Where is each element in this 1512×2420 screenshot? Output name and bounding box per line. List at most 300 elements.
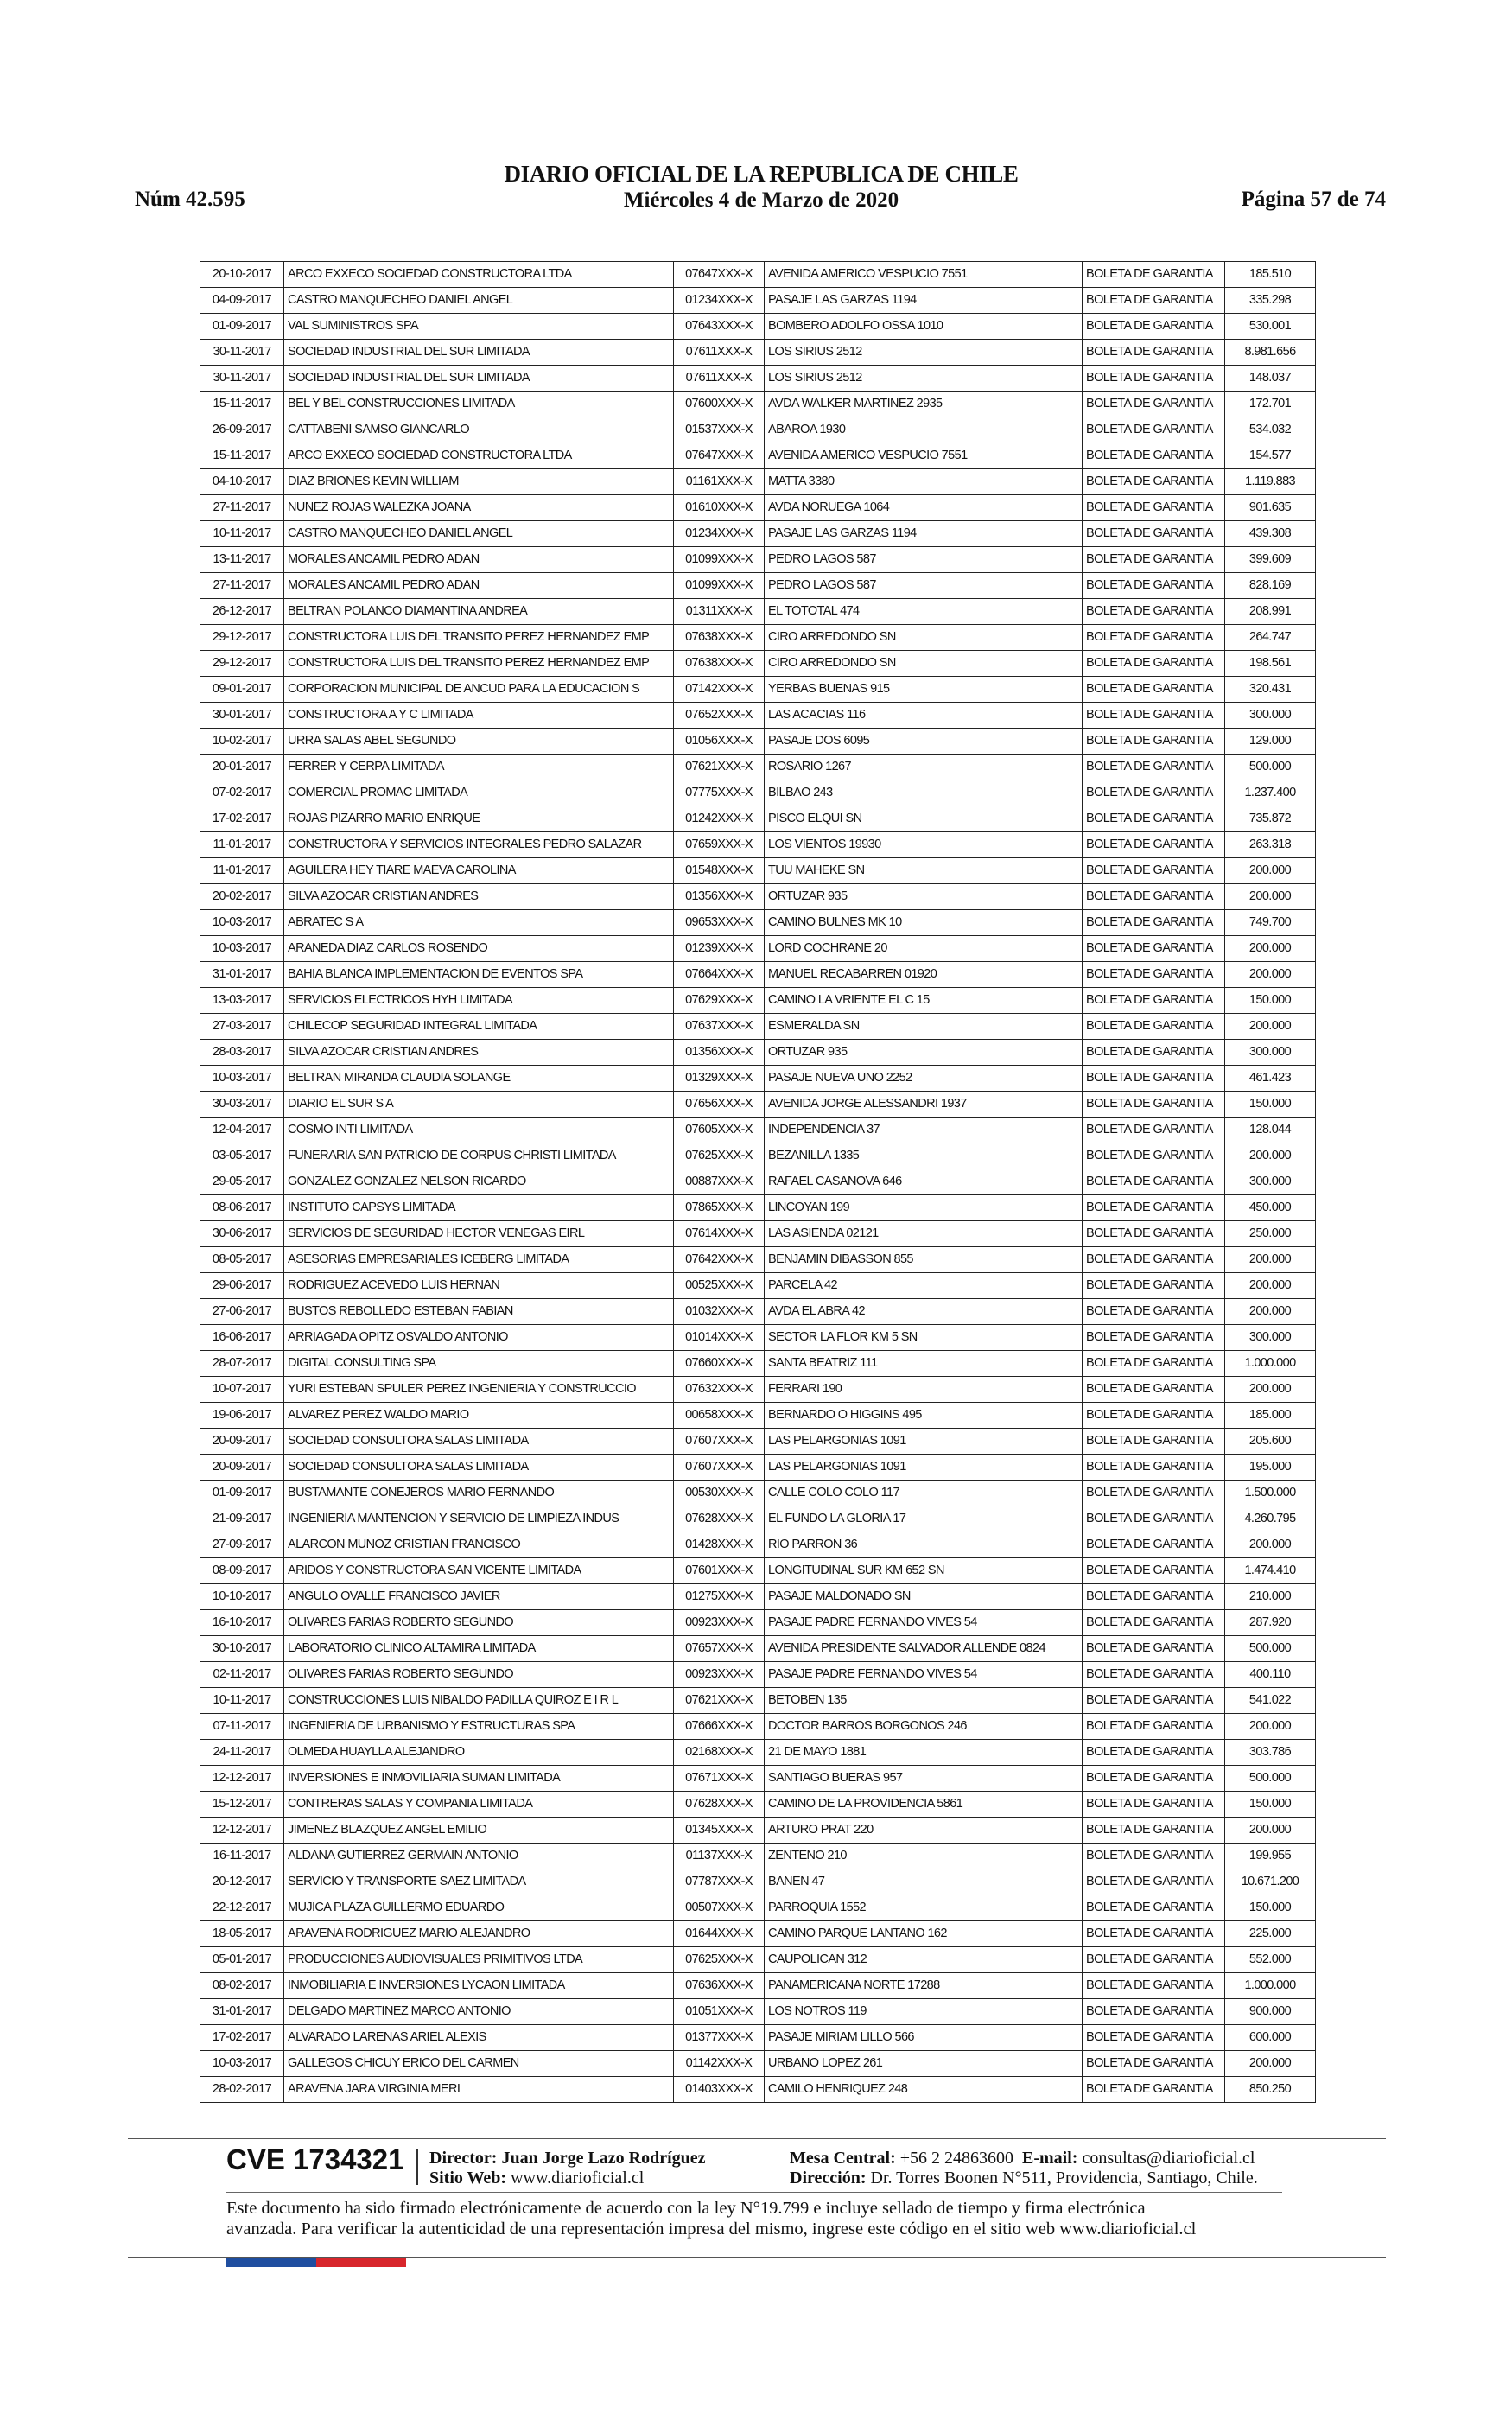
cell-amount: 225.000 bbox=[1225, 1921, 1316, 1947]
cell-amount: 154.577 bbox=[1225, 443, 1316, 469]
table-row bbox=[200, 1792, 1316, 1818]
table-row bbox=[200, 1558, 1316, 1584]
cell-amount: 150.000 bbox=[1225, 988, 1316, 1014]
cell-name: BELTRAN MIRANDA CLAUDIA SOLANGE bbox=[284, 1066, 674, 1092]
cell-instrument: BOLETA DE GARANTIA bbox=[1083, 366, 1225, 392]
cell-address: PANAMERICANA NORTE 17288 bbox=[765, 1973, 1083, 1999]
table-row bbox=[200, 1999, 1316, 2025]
cell-address: INDEPENDENCIA 37 bbox=[765, 1118, 1083, 1143]
cell-instrument: BOLETA DE GARANTIA bbox=[1083, 884, 1225, 910]
cell-amount: 200.000 bbox=[1225, 1299, 1316, 1325]
cell-amount: 263.318 bbox=[1225, 832, 1316, 858]
cell-name: CONSTRUCTORA Y SERVICIOS INTEGRALES PEDRO SALAZAR bbox=[284, 832, 674, 858]
table-row bbox=[200, 1351, 1316, 1377]
cell-address: CIRO ARREDONDO SN bbox=[765, 651, 1083, 677]
cell-rut: 01403XXX-X bbox=[674, 2077, 765, 2103]
table-row bbox=[200, 1818, 1316, 1844]
cell-date: 17-02-2017 bbox=[200, 806, 284, 832]
cell-name: ARCO EXXECO SOCIEDAD CONSTRUCTORA LTDA bbox=[284, 443, 674, 469]
cell-rut: 07628XXX-X bbox=[674, 1792, 765, 1818]
table-row bbox=[200, 1766, 1316, 1792]
cell-amount: 150.000 bbox=[1225, 1895, 1316, 1921]
cell-instrument: BOLETA DE GARANTIA bbox=[1083, 1195, 1225, 1221]
cell-amount: 735.872 bbox=[1225, 806, 1316, 832]
cell-rut: 07621XXX-X bbox=[674, 755, 765, 780]
cell-date: 26-09-2017 bbox=[200, 417, 284, 443]
cell-address: PEDRO LAGOS 587 bbox=[765, 547, 1083, 573]
cell-amount: 205.600 bbox=[1225, 1429, 1316, 1455]
cell-address: CAMINO PARQUE LANTANO 162 bbox=[765, 1921, 1083, 1947]
cell-rut: 07625XXX-X bbox=[674, 1947, 765, 1973]
cell-address: LONGITUDINAL SUR KM 652 SN bbox=[765, 1558, 1083, 1584]
cell-date: 22-12-2017 bbox=[200, 1895, 284, 1921]
cell-name: CORPORACION MUNICIPAL DE ANCUD PARA LA EDUCACION S bbox=[284, 677, 674, 703]
cell-name: ABRATEC S A bbox=[284, 910, 674, 936]
cell-date: 21-09-2017 bbox=[200, 1506, 284, 1532]
contact-block bbox=[790, 2149, 1258, 2188]
cell-address: LAS PELARGONIAS 1091 bbox=[765, 1455, 1083, 1481]
cell-name: SERVICIO Y TRANSPORTE SAEZ LIMITADA bbox=[284, 1869, 674, 1895]
cell-rut: 07614XXX-X bbox=[674, 1221, 765, 1247]
cell-address: CAMINO LA VRIENTE EL C 15 bbox=[765, 988, 1083, 1014]
cell-instrument: BOLETA DE GARANTIA bbox=[1083, 1792, 1225, 1818]
cell-name: GONZALEZ GONZALEZ NELSON RICARDO bbox=[284, 1169, 674, 1195]
cell-rut: 07787XXX-X bbox=[674, 1869, 765, 1895]
cell-rut: 00507XXX-X bbox=[674, 1895, 765, 1921]
cell-address: AVENIDA PRESIDENTE SALVADOR ALLENDE 0824 bbox=[765, 1636, 1083, 1662]
cell-name: ARAVENA JARA VIRGINIA MERI bbox=[284, 2077, 674, 2103]
cell-instrument: BOLETA DE GARANTIA bbox=[1083, 1869, 1225, 1895]
cell-rut: 07637XXX-X bbox=[674, 1014, 765, 1040]
table-row bbox=[200, 1195, 1316, 1221]
cell-instrument: BOLETA DE GARANTIA bbox=[1083, 1351, 1225, 1377]
cell-address: AVDA EL ABRA 42 bbox=[765, 1299, 1083, 1325]
cell-instrument: BOLETA DE GARANTIA bbox=[1083, 936, 1225, 962]
cell-address: URBANO LOPEZ 261 bbox=[765, 2051, 1083, 2077]
cell-address: PARCELA 42 bbox=[765, 1273, 1083, 1299]
cell-rut: 07605XXX-X bbox=[674, 1118, 765, 1143]
cell-instrument: BOLETA DE GARANTIA bbox=[1083, 288, 1225, 314]
cell-rut: 07647XXX-X bbox=[674, 443, 765, 469]
cell-name: FUNERARIA SAN PATRICIO DE CORPUS CHRISTI LIMITADA bbox=[284, 1143, 674, 1169]
cell-name: BEL Y BEL CONSTRUCCIONES LIMITADA bbox=[284, 392, 674, 417]
cell-instrument: BOLETA DE GARANTIA bbox=[1083, 1740, 1225, 1766]
cell-rut: 01242XXX-X bbox=[674, 806, 765, 832]
table-row bbox=[200, 2025, 1316, 2051]
cell-rut: 02168XXX-X bbox=[674, 1740, 765, 1766]
cell-date: 15-11-2017 bbox=[200, 443, 284, 469]
cell-address: BENJAMIN DIBASSON 855 bbox=[765, 1247, 1083, 1273]
cell-name: BUSTOS REBOLLEDO ESTEBAN FABIAN bbox=[284, 1299, 674, 1325]
cell-rut: 01345XXX-X bbox=[674, 1818, 765, 1844]
cell-name: CONSTRUCTORA LUIS DEL TRANSITO PEREZ HERNANDEZ EMP bbox=[284, 625, 674, 651]
cell-date: 30-06-2017 bbox=[200, 1221, 284, 1247]
cell-instrument: BOLETA DE GARANTIA bbox=[1083, 2051, 1225, 2077]
table-row bbox=[200, 910, 1316, 936]
cell-name: SERVICIOS ELECTRICOS HYH LIMITADA bbox=[284, 988, 674, 1014]
cell-amount: 901.635 bbox=[1225, 495, 1316, 521]
cell-rut: 01239XXX-X bbox=[674, 936, 765, 962]
cell-amount: 1.000.000 bbox=[1225, 1351, 1316, 1377]
cell-date: 19-06-2017 bbox=[200, 1403, 284, 1429]
cell-instrument: BOLETA DE GARANTIA bbox=[1083, 806, 1225, 832]
cell-amount: 200.000 bbox=[1225, 936, 1316, 962]
cell-instrument: BOLETA DE GARANTIA bbox=[1083, 677, 1225, 703]
cell-name: CHILECOP SEGURIDAD INTEGRAL LIMITADA bbox=[284, 1014, 674, 1040]
cell-date: 30-11-2017 bbox=[200, 366, 284, 392]
cell-name: ARCO EXXECO SOCIEDAD CONSTRUCTORA LTDA bbox=[284, 262, 674, 288]
cell-name: SILVA AZOCAR CRISTIAN ANDRES bbox=[284, 1040, 674, 1066]
cell-name: ARRIAGADA OPITZ OSVALDO ANTONIO bbox=[284, 1325, 674, 1351]
cell-instrument: BOLETA DE GARANTIA bbox=[1083, 1455, 1225, 1481]
cell-amount: 749.700 bbox=[1225, 910, 1316, 936]
cell-address: LORD COCHRANE 20 bbox=[765, 936, 1083, 962]
cell-address: PEDRO LAGOS 587 bbox=[765, 573, 1083, 599]
cell-amount: 185.000 bbox=[1225, 1403, 1316, 1429]
cell-date: 07-02-2017 bbox=[200, 780, 284, 806]
site-link[interactable]: www.diarioficial.cl bbox=[511, 2168, 645, 2188]
cell-amount: 828.169 bbox=[1225, 573, 1316, 599]
cell-address: CIRO ARREDONDO SN bbox=[765, 625, 1083, 651]
cell-date: 10-03-2017 bbox=[200, 910, 284, 936]
cell-address: PISCO ELQUI SN bbox=[765, 806, 1083, 832]
cell-instrument: BOLETA DE GARANTIA bbox=[1083, 832, 1225, 858]
table-row bbox=[200, 1506, 1316, 1532]
cell-rut: 01056XXX-X bbox=[674, 729, 765, 755]
cell-instrument: BOLETA DE GARANTIA bbox=[1083, 1273, 1225, 1299]
cell-address: PASAJE LAS GARZAS 1194 bbox=[765, 288, 1083, 314]
cell-instrument: BOLETA DE GARANTIA bbox=[1083, 1973, 1225, 1999]
table-row bbox=[200, 1247, 1316, 1273]
cell-rut: 01032XXX-X bbox=[674, 1299, 765, 1325]
email-link[interactable]: consultas@diarioficial.cl bbox=[1082, 2149, 1255, 2168]
table-row bbox=[200, 495, 1316, 521]
cell-name: OLIVARES FARIAS ROBERTO SEGUNDO bbox=[284, 1662, 674, 1688]
cell-rut: 01356XXX-X bbox=[674, 1040, 765, 1066]
table-row bbox=[200, 858, 1316, 884]
cell-date: 11-01-2017 bbox=[200, 832, 284, 858]
cell-instrument: BOLETA DE GARANTIA bbox=[1083, 547, 1225, 573]
cell-amount: 1.237.400 bbox=[1225, 780, 1316, 806]
cell-instrument: BOLETA DE GARANTIA bbox=[1083, 1532, 1225, 1558]
cell-address: YERBAS BUENAS 915 bbox=[765, 677, 1083, 703]
legal-line-2: avanzada. Para verificar la autenticidad de una representación impresa del mismo, ingrese este código en el sitio web www.diarioficial.cl bbox=[226, 2219, 1197, 2238]
cell-rut: 01329XXX-X bbox=[674, 1066, 765, 1092]
cell-address: MATTA 3380 bbox=[765, 469, 1083, 495]
cell-amount: 150.000 bbox=[1225, 1092, 1316, 1118]
cell-address: LOS NOTROS 119 bbox=[765, 1999, 1083, 2025]
cell-instrument: BOLETA DE GARANTIA bbox=[1083, 1947, 1225, 1973]
cell-name: CONSTRUCCIONES LUIS NIBALDO PADILLA QUIROZ E I R L bbox=[284, 1688, 674, 1714]
cell-instrument: BOLETA DE GARANTIA bbox=[1083, 1403, 1225, 1429]
cell-rut: 07647XXX-X bbox=[674, 262, 765, 288]
issue-number: Núm 42.595 bbox=[135, 188, 245, 211]
cell-address: PASAJE PADRE FERNANDO VIVES 54 bbox=[765, 1662, 1083, 1688]
cell-instrument: BOLETA DE GARANTIA bbox=[1083, 962, 1225, 988]
cell-address: PASAJE LAS GARZAS 1194 bbox=[765, 521, 1083, 547]
director-block bbox=[429, 2149, 706, 2188]
cell-instrument: BOLETA DE GARANTIA bbox=[1083, 1636, 1225, 1662]
cell-date: 17-02-2017 bbox=[200, 2025, 284, 2051]
page-number: Página 57 de 74 bbox=[1241, 188, 1386, 211]
cell-address: LOS VIENTOS 19930 bbox=[765, 832, 1083, 858]
cell-rut: 01537XXX-X bbox=[674, 417, 765, 443]
cell-rut: 01014XXX-X bbox=[674, 1325, 765, 1351]
cell-date: 10-03-2017 bbox=[200, 1066, 284, 1092]
cell-date: 20-12-2017 bbox=[200, 1869, 284, 1895]
cell-rut: 09653XXX-X bbox=[674, 910, 765, 936]
cell-address: SECTOR LA FLOR KM 5 SN bbox=[765, 1325, 1083, 1351]
cell-instrument: BOLETA DE GARANTIA bbox=[1083, 1999, 1225, 2025]
cell-instrument: BOLETA DE GARANTIA bbox=[1083, 417, 1225, 443]
cell-name: ANGULO OVALLE FRANCISCO JAVIER bbox=[284, 1584, 674, 1610]
cell-name: SILVA AZOCAR CRISTIAN ANDRES bbox=[284, 884, 674, 910]
cell-instrument: BOLETA DE GARANTIA bbox=[1083, 1662, 1225, 1688]
cell-rut: 07656XXX-X bbox=[674, 1092, 765, 1118]
cell-instrument: BOLETA DE GARANTIA bbox=[1083, 262, 1225, 288]
cell-instrument: BOLETA DE GARANTIA bbox=[1083, 1169, 1225, 1195]
cell-amount: 208.991 bbox=[1225, 599, 1316, 625]
cell-amount: 8.981.656 bbox=[1225, 340, 1316, 366]
cell-date: 27-11-2017 bbox=[200, 495, 284, 521]
cell-name: CONSTRUCTORA A Y C LIMITADA bbox=[284, 703, 674, 729]
cell-name: MUJICA PLAZA GUILLERMO EDUARDO bbox=[284, 1895, 674, 1921]
cell-address: AVENIDA JORGE ALESSANDRI 1937 bbox=[765, 1092, 1083, 1118]
table-row bbox=[200, 1610, 1316, 1636]
cell-rut: 01161XXX-X bbox=[674, 469, 765, 495]
cell-rut: 07601XXX-X bbox=[674, 1558, 765, 1584]
cell-amount: 300.000 bbox=[1225, 1169, 1316, 1195]
cell-date: 20-02-2017 bbox=[200, 884, 284, 910]
cell-amount: 200.000 bbox=[1225, 884, 1316, 910]
cell-name: ALDANA GUTIERREZ GERMAIN ANTONIO bbox=[284, 1844, 674, 1869]
cell-amount: 150.000 bbox=[1225, 1792, 1316, 1818]
cell-address: PARROQUIA 1552 bbox=[765, 1895, 1083, 1921]
table-row bbox=[200, 703, 1316, 729]
cell-address: CALLE COLO COLO 117 bbox=[765, 1481, 1083, 1506]
cell-address: BERNARDO O HIGGINS 495 bbox=[765, 1403, 1083, 1429]
cell-amount: 10.671.200 bbox=[1225, 1869, 1316, 1895]
cell-date: 27-06-2017 bbox=[200, 1299, 284, 1325]
cell-amount: 199.955 bbox=[1225, 1844, 1316, 1869]
table-row bbox=[200, 443, 1316, 469]
cell-instrument: BOLETA DE GARANTIA bbox=[1083, 1610, 1225, 1636]
cell-amount: 287.920 bbox=[1225, 1610, 1316, 1636]
table-row bbox=[200, 729, 1316, 755]
cell-amount: 320.431 bbox=[1225, 677, 1316, 703]
cell-rut: 01548XXX-X bbox=[674, 858, 765, 884]
cell-date: 12-04-2017 bbox=[200, 1118, 284, 1143]
cell-address: PASAJE MALDONADO SN bbox=[765, 1584, 1083, 1610]
cell-amount: 148.037 bbox=[1225, 366, 1316, 392]
cell-amount: 541.022 bbox=[1225, 1688, 1316, 1714]
cell-date: 27-11-2017 bbox=[200, 573, 284, 599]
cell-amount: 128.044 bbox=[1225, 1118, 1316, 1143]
cell-name: ALVARADO LARENAS ARIEL ALEXIS bbox=[284, 2025, 674, 2051]
table-row bbox=[200, 780, 1316, 806]
cell-date: 13-03-2017 bbox=[200, 988, 284, 1014]
table-row bbox=[200, 1869, 1316, 1895]
table-row bbox=[200, 469, 1316, 495]
table-row bbox=[200, 1092, 1316, 1118]
cell-address: BETOBEN 135 bbox=[765, 1688, 1083, 1714]
publication-title: DIARIO OFICIAL DE LA REPUBLICA DE CHILE bbox=[504, 161, 1019, 187]
cell-date: 24-11-2017 bbox=[200, 1740, 284, 1766]
cell-amount: 172.701 bbox=[1225, 392, 1316, 417]
flag-stripe-blue bbox=[226, 2258, 316, 2267]
cell-amount: 200.000 bbox=[1225, 1818, 1316, 1844]
cell-rut: 07638XXX-X bbox=[674, 625, 765, 651]
cell-address: ESMERALDA SN bbox=[765, 1014, 1083, 1040]
cell-instrument: BOLETA DE GARANTIA bbox=[1083, 1481, 1225, 1506]
cell-address: LOS SIRIUS 2512 bbox=[765, 340, 1083, 366]
cell-name: DIGITAL CONSULTING SPA bbox=[284, 1351, 674, 1377]
cell-instrument: BOLETA DE GARANTIA bbox=[1083, 1895, 1225, 1921]
table-row bbox=[200, 314, 1316, 340]
cell-rut: 07666XXX-X bbox=[674, 1714, 765, 1740]
table-row bbox=[200, 651, 1316, 677]
cell-instrument: BOLETA DE GARANTIA bbox=[1083, 1325, 1225, 1351]
cell-amount: 1.500.000 bbox=[1225, 1481, 1316, 1506]
table-row bbox=[200, 2077, 1316, 2103]
table-row bbox=[200, 2051, 1316, 2077]
table-row bbox=[200, 392, 1316, 417]
cell-amount: 461.423 bbox=[1225, 1066, 1316, 1092]
cell-address: DOCTOR BARROS BORGONOS 246 bbox=[765, 1714, 1083, 1740]
table-row bbox=[200, 599, 1316, 625]
cell-address: LAS ACACIAS 116 bbox=[765, 703, 1083, 729]
publication-date: Miércoles 4 de Marzo de 2020 bbox=[623, 188, 899, 212]
cell-instrument: BOLETA DE GARANTIA bbox=[1083, 599, 1225, 625]
cell-date: 28-07-2017 bbox=[200, 1351, 284, 1377]
cell-instrument: BOLETA DE GARANTIA bbox=[1083, 340, 1225, 366]
cell-amount: 300.000 bbox=[1225, 1040, 1316, 1066]
cell-name: ALARCON MUNOZ CRISTIAN FRANCISCO bbox=[284, 1532, 674, 1558]
table-row bbox=[200, 1143, 1316, 1169]
cell-date: 07-11-2017 bbox=[200, 1714, 284, 1740]
cell-rut: 07657XXX-X bbox=[674, 1636, 765, 1662]
cell-rut: 07628XXX-X bbox=[674, 1506, 765, 1532]
cell-rut: 01099XXX-X bbox=[674, 547, 765, 573]
cell-date: 29-12-2017 bbox=[200, 651, 284, 677]
cell-address: PASAJE NUEVA UNO 2252 bbox=[765, 1066, 1083, 1092]
cell-date: 20-09-2017 bbox=[200, 1429, 284, 1455]
cell-address: ROSARIO 1267 bbox=[765, 755, 1083, 780]
cell-rut: 07652XXX-X bbox=[674, 703, 765, 729]
cell-name: OLIVARES FARIAS ROBERTO SEGUNDO bbox=[284, 1610, 674, 1636]
cell-amount: 300.000 bbox=[1225, 703, 1316, 729]
cell-address: EL TOTOTAL 474 bbox=[765, 599, 1083, 625]
email-label: E-mail: bbox=[1022, 2149, 1078, 2168]
cell-address: ABAROA 1930 bbox=[765, 417, 1083, 443]
cell-date: 05-01-2017 bbox=[200, 1947, 284, 1973]
cell-instrument: BOLETA DE GARANTIA bbox=[1083, 1221, 1225, 1247]
cell-address: BOMBERO ADOLFO OSSA 1010 bbox=[765, 314, 1083, 340]
footer-divider-bottom bbox=[128, 2257, 1386, 2258]
cell-instrument: BOLETA DE GARANTIA bbox=[1083, 1584, 1225, 1610]
cell-amount: 200.000 bbox=[1225, 1143, 1316, 1169]
cell-rut: 01610XXX-X bbox=[674, 495, 765, 521]
cell-address: RAFAEL CASANOVA 646 bbox=[765, 1169, 1083, 1195]
cell-rut: 07865XXX-X bbox=[674, 1195, 765, 1221]
cell-date: 28-03-2017 bbox=[200, 1040, 284, 1066]
cell-address: MANUEL RECABARREN 01920 bbox=[765, 962, 1083, 988]
cell-date: 02-11-2017 bbox=[200, 1662, 284, 1688]
cell-rut: 07625XXX-X bbox=[674, 1143, 765, 1169]
cell-name: SOCIEDAD INDUSTRIAL DEL SUR LIMITADA bbox=[284, 340, 674, 366]
cell-amount: 399.609 bbox=[1225, 547, 1316, 573]
cell-address: ORTUZAR 935 bbox=[765, 884, 1083, 910]
table-row bbox=[200, 625, 1316, 651]
cell-name: SOCIEDAD CONSULTORA SALAS LIMITADA bbox=[284, 1429, 674, 1455]
cell-rut: 07636XXX-X bbox=[674, 1973, 765, 1999]
cell-amount: 850.250 bbox=[1225, 2077, 1316, 2103]
cell-date: 30-11-2017 bbox=[200, 340, 284, 366]
cell-amount: 200.000 bbox=[1225, 1247, 1316, 1273]
cell-date: 03-05-2017 bbox=[200, 1143, 284, 1169]
cell-instrument: BOLETA DE GARANTIA bbox=[1083, 1429, 1225, 1455]
cell-instrument: BOLETA DE GARANTIA bbox=[1083, 910, 1225, 936]
cell-instrument: BOLETA DE GARANTIA bbox=[1083, 1118, 1225, 1143]
table-row bbox=[200, 1455, 1316, 1481]
cell-date: 31-01-2017 bbox=[200, 1999, 284, 2025]
cell-amount: 400.110 bbox=[1225, 1662, 1316, 1688]
cell-instrument: BOLETA DE GARANTIA bbox=[1083, 1506, 1225, 1532]
cell-instrument: BOLETA DE GARANTIA bbox=[1083, 2077, 1225, 2103]
cell-date: 16-10-2017 bbox=[200, 1610, 284, 1636]
table-body bbox=[200, 262, 1316, 2103]
cell-instrument: BOLETA DE GARANTIA bbox=[1083, 2025, 1225, 2051]
cell-amount: 450.000 bbox=[1225, 1195, 1316, 1221]
cell-name: INSTITUTO CAPSYS LIMITADA bbox=[284, 1195, 674, 1221]
cell-rut: 01311XXX-X bbox=[674, 599, 765, 625]
table-row bbox=[200, 417, 1316, 443]
cell-instrument: BOLETA DE GARANTIA bbox=[1083, 1247, 1225, 1273]
cell-rut: 01234XXX-X bbox=[674, 521, 765, 547]
table-row bbox=[200, 573, 1316, 599]
cell-address: LAS ASIENDA 02121 bbox=[765, 1221, 1083, 1247]
table-row bbox=[200, 988, 1316, 1014]
cell-name: ALVAREZ PEREZ WALDO MARIO bbox=[284, 1403, 674, 1429]
cell-date: 31-01-2017 bbox=[200, 962, 284, 988]
mesa-phone: +56 2 24863600 bbox=[899, 2149, 1014, 2168]
cell-name: BAHIA BLANCA IMPLEMENTACION DE EVENTOS SPA bbox=[284, 962, 674, 988]
cell-name: DIARIO EL SUR S A bbox=[284, 1092, 674, 1118]
table-row bbox=[200, 1221, 1316, 1247]
cell-amount: 500.000 bbox=[1225, 755, 1316, 780]
cell-rut: 01428XXX-X bbox=[674, 1532, 765, 1558]
cell-amount: 200.000 bbox=[1225, 1273, 1316, 1299]
cell-name: INGENIERIA DE URBANISMO Y ESTRUCTURAS SPA bbox=[284, 1714, 674, 1740]
cell-rut: 07664XXX-X bbox=[674, 962, 765, 988]
cell-name: URRA SALAS ABEL SEGUNDO bbox=[284, 729, 674, 755]
cell-rut: 07621XXX-X bbox=[674, 1688, 765, 1714]
cell-date: 30-03-2017 bbox=[200, 1092, 284, 1118]
cell-amount: 198.561 bbox=[1225, 651, 1316, 677]
cell-rut: 00887XXX-X bbox=[674, 1169, 765, 1195]
cell-date: 12-12-2017 bbox=[200, 1766, 284, 1792]
cell-date: 08-09-2017 bbox=[200, 1558, 284, 1584]
cell-rut: 00658XXX-X bbox=[674, 1403, 765, 1429]
cell-name: ROJAS PIZARRO MARIO ENRIQUE bbox=[284, 806, 674, 832]
cell-name: COMERCIAL PROMAC LIMITADA bbox=[284, 780, 674, 806]
cell-date: 29-05-2017 bbox=[200, 1169, 284, 1195]
cell-name: YURI ESTEBAN SPULER PEREZ INGENIERIA Y CONSTRUCCIO bbox=[284, 1377, 674, 1403]
guarantee-table bbox=[200, 261, 1316, 2103]
table-row bbox=[200, 1973, 1316, 1999]
table-row bbox=[200, 1403, 1316, 1429]
cell-rut: 07600XXX-X bbox=[674, 392, 765, 417]
